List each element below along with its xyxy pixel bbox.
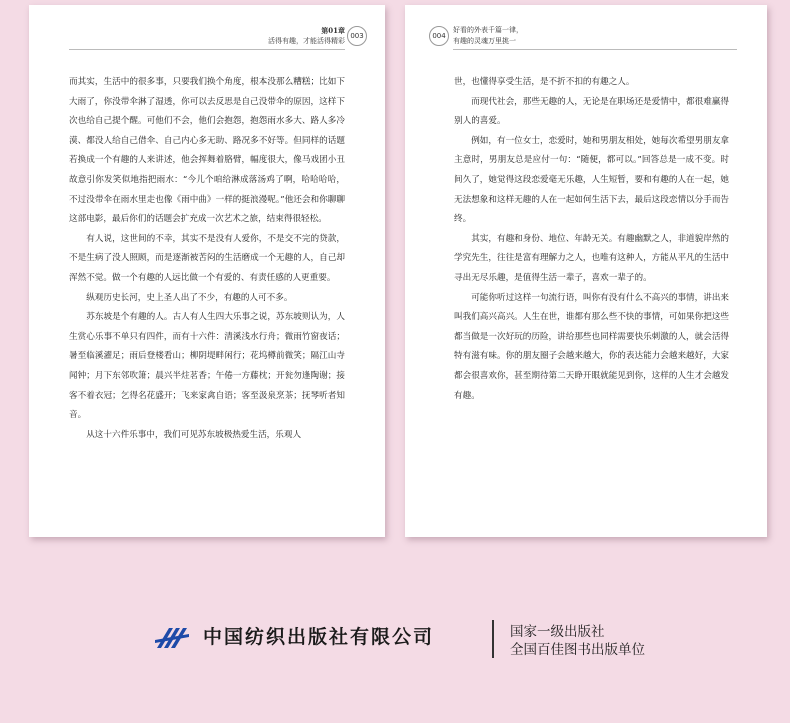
header-line-1: 好看的外表千篇一律， <box>453 26 523 34</box>
publisher-tagline-1: 国家一级出版社 <box>510 624 605 640</box>
left-page-body <box>69 73 345 445</box>
chapter-number: 第01章 <box>321 26 345 35</box>
publisher-divider <box>492 620 494 658</box>
header-line-2: 有趣的灵魂万里挑一 <box>453 37 516 45</box>
header-rule <box>69 49 345 50</box>
header-rule <box>453 49 737 50</box>
publisher-tagline-2: 全国百佳图书出版单位 <box>510 642 645 658</box>
paragraph: 可能你听过这样一句流行语，叫你有没有什么不高兴的事情，讲出来叫我们高兴高兴。人生在世，谁都有那么些不快的事情，可如果你把这些都当做是一次好玩的历险，讲给那些也同样需要快乐刺激的人，就会活得特有滋有味。你的朋友圈子会越来越大，你的表达能力会越来越好，大家都会很喜欢你，甚至期待第二天睁开眼就能见到你，这样的人生才会越发有趣。 <box>454 292 730 401</box>
publisher-name: 中国纺织出版社有限公司 <box>203 626 435 648</box>
paragraph: 例如，有一位女士，恋爱时，她和男朋友相处，她每次希望男朋友拿主意时，男朋友总是应付一句：“随便，都可以。”回答总是一成不变。时间久了，她觉得这段恋爱毫无乐趣，人生短暂，要和有趣的人在一起，她无法想象和这样无趣的人在一起如何生活下去，最后这段恋情以分手而告终。 <box>454 135 730 225</box>
chapter-title: 活得有趣，才能活得精彩 <box>268 37 345 45</box>
left-running-header <box>268 25 345 47</box>
paragraph: 其实，有趣和身份、地位、年龄无关。有趣幽默之人，非道貌岸然的学究先生，往往是富有理解力之人，也唯有这种人，方能从平凡的生活中寻出无尽乐趣，是值得生活一辈子，喜欢一辈子的。 <box>454 233 730 283</box>
right-running-header <box>453 25 523 47</box>
left-book-page <box>29 5 385 537</box>
paragraph: 苏东坡是个有趣的人。古人有人生四大乐事之说，苏东坡则认为，人生赏心乐事不单只有四件，而有十六件：清溪浅水行舟；微雨竹窗夜话；暑至临溪濯足；雨后登楼看山；柳阴堤畔闲行；花坞樽前微笑；隔江山寺闻钟；月下东邻吹箫；晨兴半炷茗香；午倦一方藤枕；开瓮勿逢陶谢；接客不着衣冠；乞得名花盛开；飞来家禽自语；客至汲泉烹茶；抚琴听者知音。 <box>69 312 345 421</box>
paragraph: 而其实，生活中的很多事，只要我们换个角度，根本没那么糟糕；比如下大雨了，你没带伞淋了湿透，你可以去反思是自己没带伞的原因，这样下次也给自己提个醒。可他们不会，他们会抱怨，抱怨雨水多大、路人多冷漠、都没人给自己借伞、自己内心多无助、路况多不好等。但同样的话题若换成一个有趣的人来讲述，他会挥舞着胳臂，幅度很大，像马戏团小丑故意引你发笑似地指把雨水：“今儿个咱给淋成落汤鸡了啊，哈哈哈哈，不过没带伞在雨水里走也像《雨中曲》一样的挺浪漫呢。”他还会和你聊聊这部电影，最后你们的话题会扩充成一次艺术之旅，结束得很轻松。 <box>69 77 345 225</box>
paragraph: 从这十六件乐事中，我们可见苏东坡极热爱生活，乐观人 <box>86 429 302 440</box>
paragraph: 有人说，这世间的不幸，其实不是没有人爱你，不是交不完的贷款，不是生病了没人照顾，而是逐渐被苦闷的生活磨成一个无趣的人，自己却浑然不觉。做一个有趣的人远比做一个有爱的、有责任感的人更重要。 <box>69 233 345 283</box>
paragraph: 纵观历史长河，史上圣人出了不少，有趣的人可不多。 <box>86 292 293 303</box>
publisher-banner <box>155 616 675 666</box>
left-page-number: 003 <box>347 26 367 46</box>
paragraph: 而现代社会，那些无趣的人，无论是在职场还是爱情中，都很难赢得别人的喜爱。 <box>454 96 730 127</box>
right-page-number: 004 <box>429 26 449 46</box>
paragraph: 世，也懂得享受生活，是不折不扣的有趣之人。 <box>454 77 635 87</box>
right-page-body <box>454 73 729 406</box>
publisher-logo-icon <box>155 624 189 650</box>
right-book-page <box>405 5 767 537</box>
